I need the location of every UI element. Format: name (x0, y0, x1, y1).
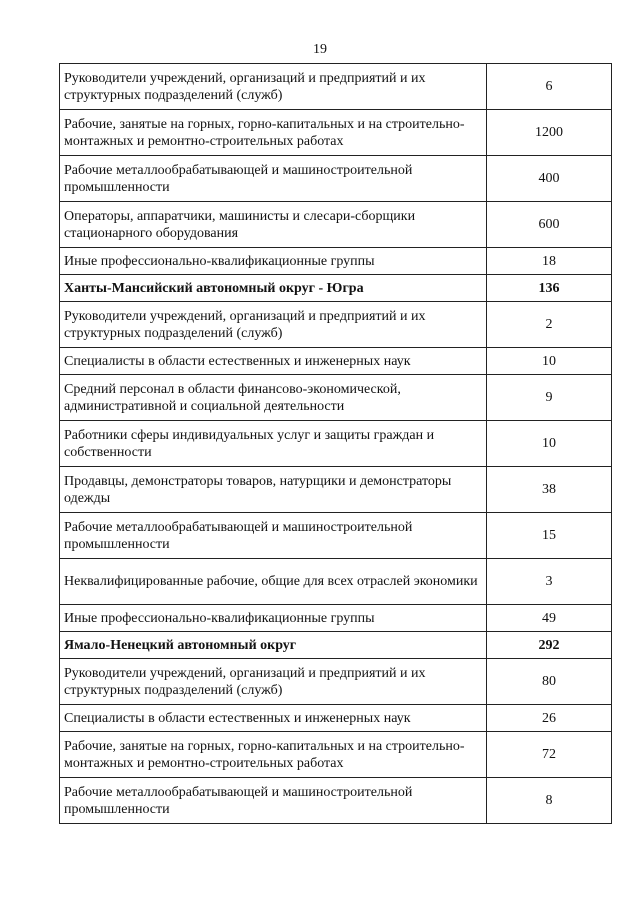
table-row (60, 513, 612, 559)
table-row (60, 348, 612, 375)
occupation-group-label: Рабочие металлообрабатывающей и машиностроительной промышленности (60, 513, 487, 559)
quota-value: 18 (487, 248, 612, 275)
quota-value: 1200 (487, 110, 612, 156)
occupation-group-label: Неквалифицированные рабочие, общие для всех отраслей экономики (60, 559, 487, 605)
occupation-group-label: Средний персонал в области финансово-экономической, административной и социальной деятельности (60, 375, 487, 421)
region-name: Ямало-Ненецкий автономный округ (60, 632, 487, 659)
quota-value: 2 (487, 302, 612, 348)
page-number: 19 (313, 42, 327, 57)
table-body (60, 64, 612, 824)
occupation-group-label: Специалисты в области естественных и инженерных наук (60, 348, 487, 375)
quota-value: 9 (487, 375, 612, 421)
region-row (60, 275, 612, 302)
quota-value: 10 (487, 421, 612, 467)
occupation-group-label: Иные профессионально-квалификационные группы (60, 248, 487, 275)
occupation-group-label: Руководители учреждений, организаций и предприятий и их структурных подразделений (служб) (60, 659, 487, 705)
table-row (60, 605, 612, 632)
occupation-group-label: Иные профессионально-квалификационные группы (60, 605, 487, 632)
region-name: Ханты-Мансийский автономный округ - Югра (60, 275, 487, 302)
table-row (60, 110, 612, 156)
quota-value: 26 (487, 705, 612, 732)
table-row (60, 302, 612, 348)
occupation-group-label: Рабочие, занятые на горных, горно-капитальных и на строительно-монтажных и ремонтно-строительных работах (60, 110, 487, 156)
quota-value: 600 (487, 202, 612, 248)
region-total-value: 136 (487, 275, 612, 302)
quota-value: 38 (487, 467, 612, 513)
occupation-group-label: Рабочие металлообрабатывающей и машиностроительной промышленности (60, 778, 487, 824)
table-row (60, 375, 612, 421)
quota-table (59, 63, 612, 824)
occupation-group-label: Специалисты в области естественных и инженерных наук (60, 705, 487, 732)
occupation-group-label: Руководители учреждений, организаций и предприятий и их структурных подразделений (служб) (60, 302, 487, 348)
quota-value: 3 (487, 559, 612, 605)
table-row (60, 778, 612, 824)
table-row (60, 202, 612, 248)
table-row (60, 248, 612, 275)
table-row (60, 156, 612, 202)
quota-value: 400 (487, 156, 612, 202)
quota-value: 72 (487, 732, 612, 778)
occupation-group-label: Рабочие металлообрабатывающей и машиностроительной промышленности (60, 156, 487, 202)
quota-value: 49 (487, 605, 612, 632)
table-row (60, 421, 612, 467)
occupation-group-label: Руководители учреждений, организаций и предприятий и их структурных подразделений (служб) (60, 64, 487, 110)
table-row (60, 467, 612, 513)
occupation-group-label: Продавцы, демонстраторы товаров, натурщики и демонстраторы одежды (60, 467, 487, 513)
occupation-group-label: Операторы, аппаратчики, машинисты и слесари-сборщики стационарного оборудования (60, 202, 487, 248)
table-row (60, 659, 612, 705)
table-row (60, 559, 612, 605)
quota-value: 10 (487, 348, 612, 375)
region-row (60, 632, 612, 659)
occupation-group-label: Рабочие, занятые на горных, горно-капитальных и на строительно-монтажных и ремонтно-строительных работах (60, 732, 487, 778)
occupation-group-label: Работники сферы индивидуальных услуг и защиты граждан и собственности (60, 421, 487, 467)
quota-value: 15 (487, 513, 612, 559)
quota-value: 8 (487, 778, 612, 824)
region-total-value: 292 (487, 632, 612, 659)
quota-value: 80 (487, 659, 612, 705)
quota-value: 6 (487, 64, 612, 110)
table-row (60, 64, 612, 110)
table-row (60, 705, 612, 732)
table-row (60, 732, 612, 778)
